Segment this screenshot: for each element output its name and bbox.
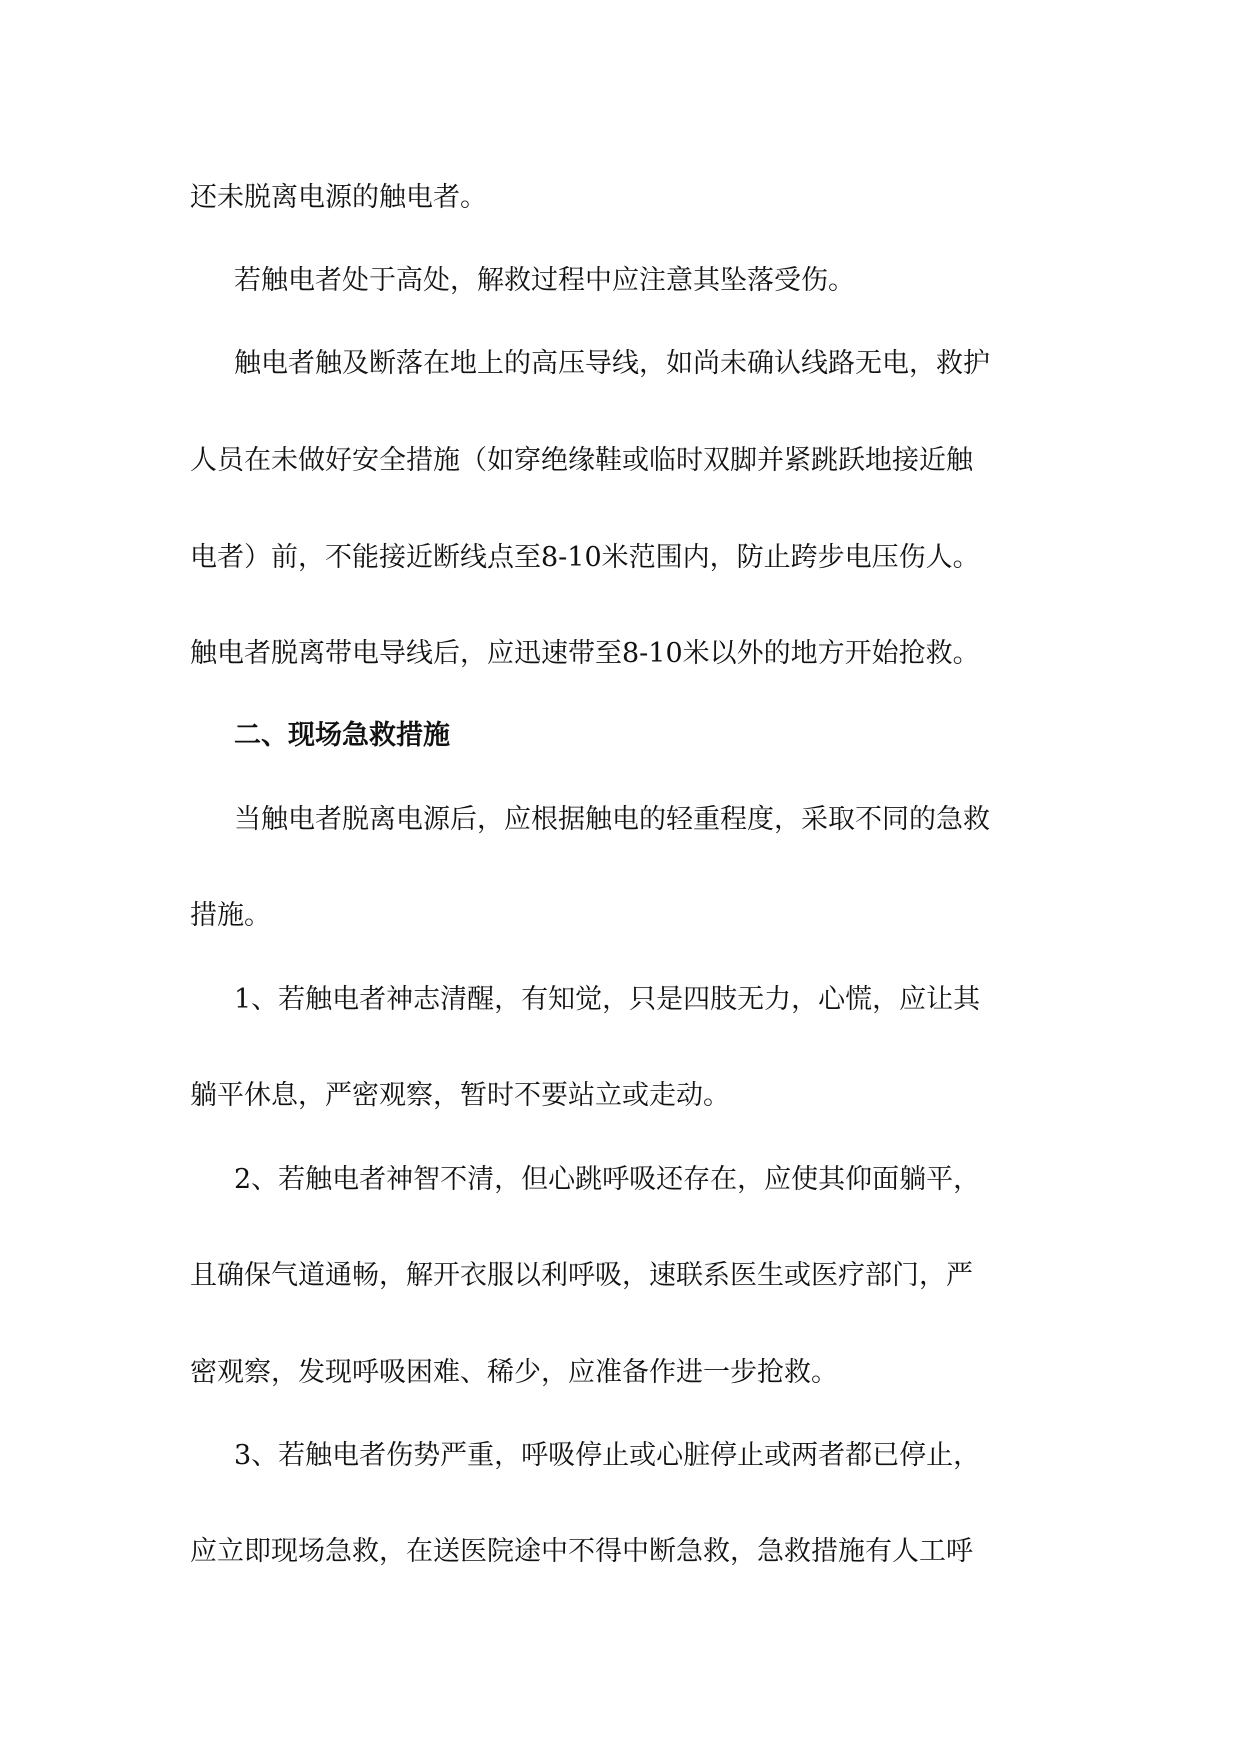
text-line: 触电者脱离带电导线后，应迅速带至8-10米以外的地方开始抢救。 <box>190 638 980 669</box>
text-line: 当触电者脱离电源后，应根据触电的轻重程度，采取不同的急救 <box>234 804 990 835</box>
text-line: 电者）前，不能接近断线点至8-10米范围内，防止跨步电压伤人。 <box>190 542 980 573</box>
text-line: 应立即现场急救，在送医院途中不得中断急救，急救措施有人工呼 <box>190 1536 973 1567</box>
text-line: 若触电者处于高处，解救过程中应注意其坠落受伤。 <box>234 265 855 296</box>
text-line: 触电者触及断落在地上的高压导线，如尚未确认线路无电，救护 <box>234 348 990 379</box>
text-line: 且确保气道通畅，解开衣服以利呼吸，速联系医生或医疗部门，严 <box>190 1260 973 1291</box>
text-line: 措施。 <box>190 900 271 931</box>
section-heading: 二、现场急救措施 <box>234 720 450 751</box>
text-line: 2、若触电者神智不清，但心跳呼吸还存在，应使其仰面躺平， <box>234 1164 981 1195</box>
text-line: 人员在未做好安全措施（如穿绝缘鞋或临时双脚并紧跳跃地接近触 <box>190 445 973 476</box>
text-line: 1、若触电者神志清醒，有知觉，只是四肢无力，心慌，应让其 <box>234 984 981 1015</box>
text-line: 躺平休息，严密观察，暂时不要站立或走动。 <box>190 1080 730 1111</box>
text-line: 3、若触电者伤势严重，呼吸停止或心脏停止或两者都已停止， <box>234 1440 981 1471</box>
text-line: 还未脱离电源的触电者。 <box>190 182 487 213</box>
text-line: 密观察，发现呼吸困难、稀少，应准备作进一步抢救。 <box>190 1357 838 1388</box>
